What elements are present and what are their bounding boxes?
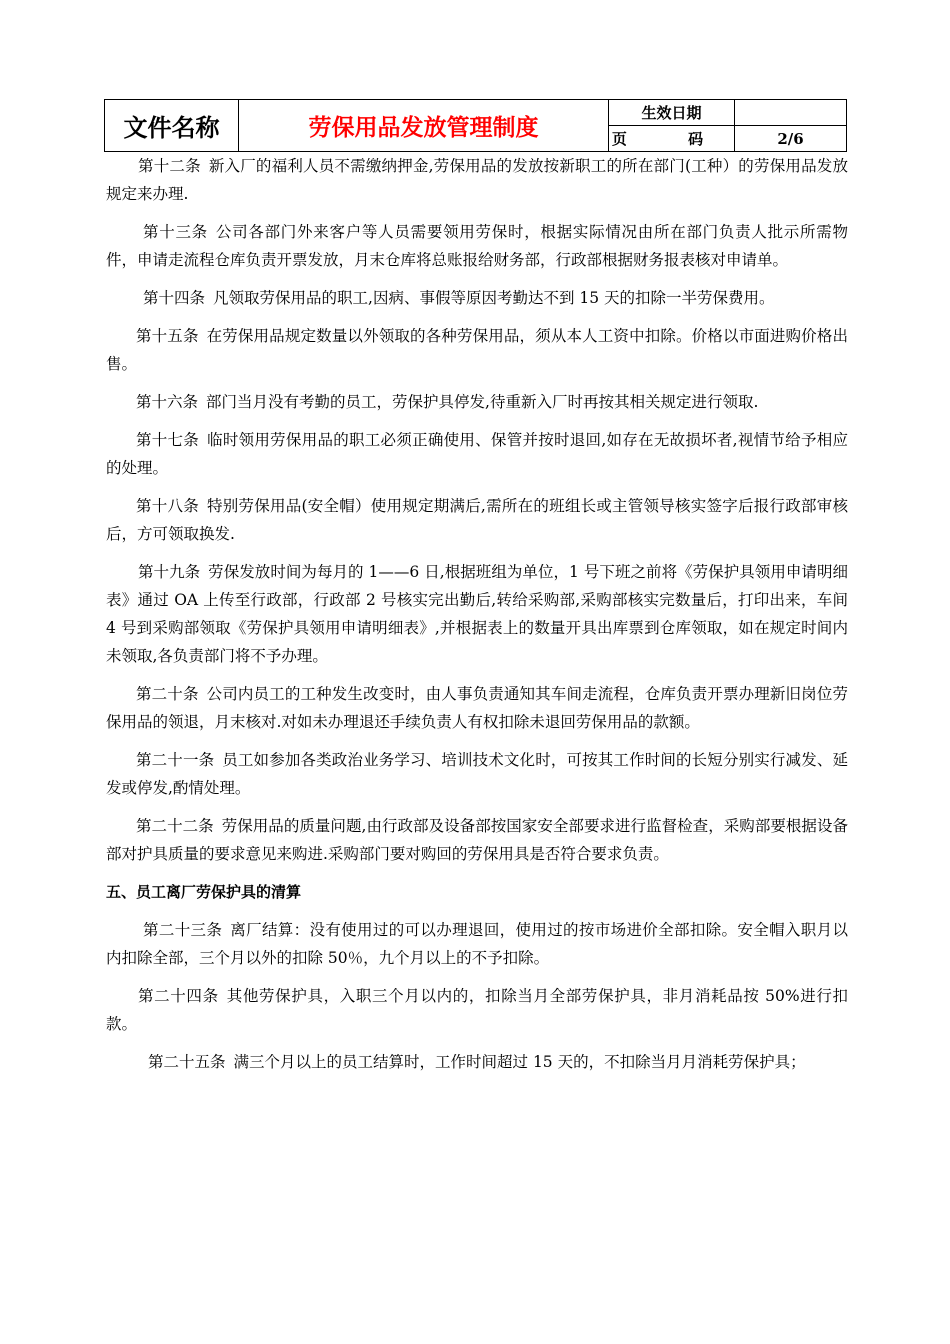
article-18: 第十八条 特别劳保用品(安全帽）使用规定期满后,需所在的班组长或主管领导核实签字后报行政部审核后，方可领取换发. — [106, 497, 848, 543]
article-23: 第二十三条 离厂结算：没有使用过的可以办理退回，使用过的按市场进价全部扣除。安全帽入职月以内扣除全部，三个月以外的扣除 50％，九个月以上的不予扣除。 — [106, 921, 848, 967]
article-19: 第十九条 劳保发放时间为每月的 1——6 日,根据班组为单位，1 号下班之前将《劳保护具领用申请明细表》通过 OA 上传至行政部，行政部 2 号核实完出勤后,转给采购部,采购部核实完数量后，打印出来，车间 4 号到采购部领取《劳保护具领用申请明细表》,并根据表上的数量开具出库票到仓库领取，如在规定时间内未领取,各负责部门将不予办理。 — [106, 563, 848, 665]
file-name-label: 文件名称 — [105, 100, 239, 152]
section-heading: 五、员工离厂劳保护具的清算 — [106, 883, 302, 901]
page-number: 2/6 — [735, 126, 847, 152]
article-12: 第十二条 新入厂的福利人员不需缴纳押金,劳保用品的发放按新职工的所在部门(工种）的劳保用品发放规定来办理. — [106, 157, 848, 203]
page-label: 页 码 — [609, 126, 735, 152]
document-header-table — [104, 99, 847, 152]
article-21: 第二十一条 员工如参加各类政治业务学习、培训技术文化时，可按其工作时间的长短分别实行减发、延发或停发,酌情处理。 — [106, 751, 848, 797]
document-body — [106, 152, 848, 1086]
article-15: 第十五条 在劳保用品规定数量以外领取的各种劳保用品，须从本人工资中扣除。价格以市面进购价格出售。 — [106, 327, 848, 373]
article-24: 第二十四条 其他劳保护具，入职三个月以内的，扣除当月全部劳保护具，非月消耗品按 50%进行扣款。 — [106, 987, 848, 1033]
article-17: 第十七条 临时领用劳保用品的职工必须正确使用、保管并按时退回,如存在无故损坏者,视情节给予相应的处理。 — [106, 431, 848, 477]
article-20: 第二十条 公司内员工的工种发生改变时，由人事负责通知其车间走流程，仓库负责开票办理新旧岗位劳保用品的领退，月末核对.对如未办理退还手续负责人有权扣除未退回劳保用品的款额。 — [106, 685, 848, 731]
article-13: 第十三条 公司各部门外来客户等人员需要领用劳保时，根据实际情况由所在部门负责人批示所需物件，申请走流程仓库负责开票发放，月末仓库将总账报给财务部，行政部根据财务报表核对申请单。 — [106, 223, 848, 269]
article-25: 第二十五条 满三个月以上的员工结算时，工作时间超过 15 天的，不扣除当月月消耗劳保护具； — [148, 1053, 806, 1071]
document-title: 劳保用品发放管理制度 — [239, 100, 609, 152]
effective-date-label: 生效日期 — [609, 100, 735, 126]
effective-date-value — [735, 100, 847, 126]
article-16: 第十六条 部门当月没有考勤的员工，劳保护具停发,待重新入厂时再按其相关规定进行领取. — [136, 393, 759, 411]
article-14: 第十四条 凡领取劳保用品的职工,因病、事假等原因考勤达不到 15 天的扣除一半劳保费用。 — [143, 289, 775, 307]
article-22: 第二十二条 劳保用品的质量问题,由行政部及设备部按国家安全部要求进行监督检查，采购部要根据设备部对护具质量的要求意见来购进.采购部门要对购回的劳保用具是否符合要求负责。 — [106, 817, 848, 863]
